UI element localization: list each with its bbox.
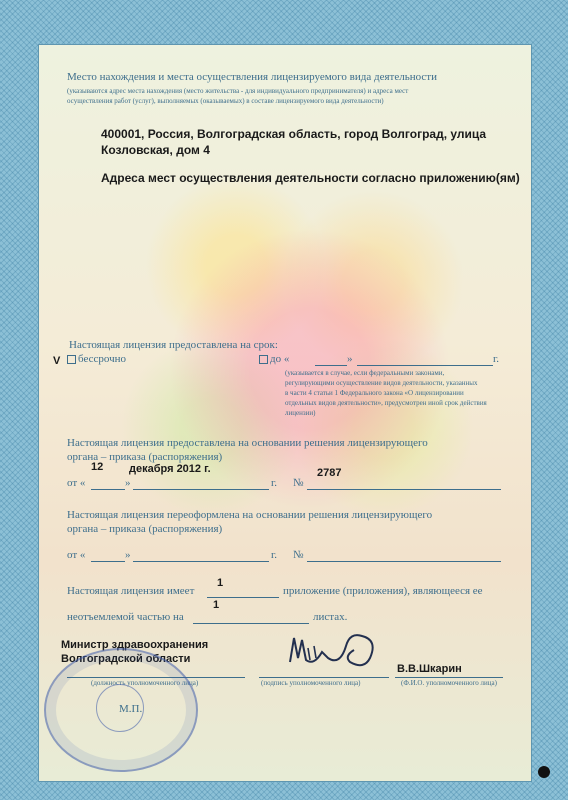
term-mark: V xyxy=(53,355,61,367)
reissue-year-suffix: г. xyxy=(271,549,278,561)
basis-number-line xyxy=(307,489,501,490)
indefinite-option xyxy=(67,353,126,365)
reissue-line-1: Настоящая лицензия переоформлена на основании решения лицензирующего xyxy=(67,509,433,521)
place-note-2: осуществления работ (услуг), выполняемых (оказываемых) в составе лицензируемого вида деятельности) xyxy=(67,97,384,105)
reissue-day-line xyxy=(91,561,125,562)
signature-line xyxy=(259,677,389,678)
appendix-sheets-line xyxy=(193,623,309,624)
name-caption: (Ф.И.О. уполномоченного лица) xyxy=(401,679,497,687)
signer-position-1: Министр здравоохранения xyxy=(61,639,209,651)
reissue-date-line xyxy=(133,561,269,562)
basis-day-line xyxy=(91,489,125,490)
term-note-5: лицензии) xyxy=(285,409,316,417)
term-note-3: в части 4 статьи 1 Федерального закона «О лицензировании xyxy=(285,389,464,397)
until-option xyxy=(259,353,289,365)
reissue-quote: » xyxy=(125,549,131,561)
position-caption: (должность уполномоченного лица) xyxy=(91,679,199,687)
reissue-number-line xyxy=(307,561,501,562)
appendix-text-4: листах. xyxy=(313,611,348,623)
basis-number: 2787 xyxy=(317,467,342,479)
address-places: Адреса мест осуществления деятельности согласно приложению(ям) xyxy=(101,171,520,185)
basis-quote: » xyxy=(125,477,131,489)
until-checkbox xyxy=(259,355,268,364)
signer-name: В.В.Шкарин xyxy=(397,663,462,675)
name-line xyxy=(395,677,503,678)
until-date-line xyxy=(357,365,493,366)
term-title: Настоящая лицензия предоставлена на срок: xyxy=(69,339,278,351)
official-seal xyxy=(44,648,198,772)
address-line-2: Козловская, дом 4 xyxy=(101,143,210,157)
signature-caption: (подпись уполномоченного лица) xyxy=(261,679,361,687)
appendix-count: 1 xyxy=(217,577,224,589)
until-year: г. xyxy=(493,353,500,365)
term-note-2: регулирующими осуществление видов деятельности, указанных xyxy=(285,379,478,387)
until-day-line xyxy=(315,365,347,366)
appendix-text-3: неотъемлемой частью на xyxy=(67,611,184,623)
basis-from: от « xyxy=(67,477,86,489)
signer-position-2: Волгоградской области xyxy=(61,653,191,665)
basis-date-line xyxy=(133,489,269,490)
appendix-sheets: 1 xyxy=(213,599,220,611)
stamp-mark: М.П. xyxy=(119,703,143,715)
reissue-line-2: органа – приказа (распоряжения) xyxy=(67,523,223,535)
basis-month-year: декабря 2012 г. xyxy=(129,463,211,475)
appendix-text-2: приложение (приложения), являющееся ее xyxy=(283,585,483,597)
place-title: Место нахождения и места осуществления лицензируемого вида деятельности xyxy=(67,71,437,83)
basis-line-1: Настоящая лицензия предоставлена на основании решения лицензирующего xyxy=(67,437,428,449)
basis-year-suffix: г. xyxy=(271,477,278,489)
punch-hole xyxy=(538,766,550,778)
basis-line-2: органа – приказа (распоряжения) xyxy=(67,451,223,463)
indefinite-label: бессрочно xyxy=(78,353,127,365)
term-note-4: отдельных видов деятельности», предусмотрен иной срок действия xyxy=(285,399,487,407)
appendix-count-line xyxy=(207,597,279,598)
place-note-1: (указываются адрес места нахождения (место жительства - для индивидуального предпринимателя) и адреса мест xyxy=(67,87,409,95)
until-quote: » xyxy=(347,353,353,365)
until-label: до « xyxy=(270,353,290,365)
indefinite-checkbox xyxy=(67,355,76,364)
address-line-1: 400001, Россия, Волгоградская область, город Волгоград, улица xyxy=(101,127,487,141)
basis-number-label: № xyxy=(293,477,304,489)
reissue-number-label: № xyxy=(293,549,304,561)
reissue-from: от « xyxy=(67,549,86,561)
handwritten-signature xyxy=(284,626,404,676)
term-note-1: (указывается в случае, если федеральными законами, xyxy=(285,369,445,377)
appendix-text-1: Настоящая лицензия имеет xyxy=(67,585,195,597)
basis-day: 12 xyxy=(91,461,104,473)
